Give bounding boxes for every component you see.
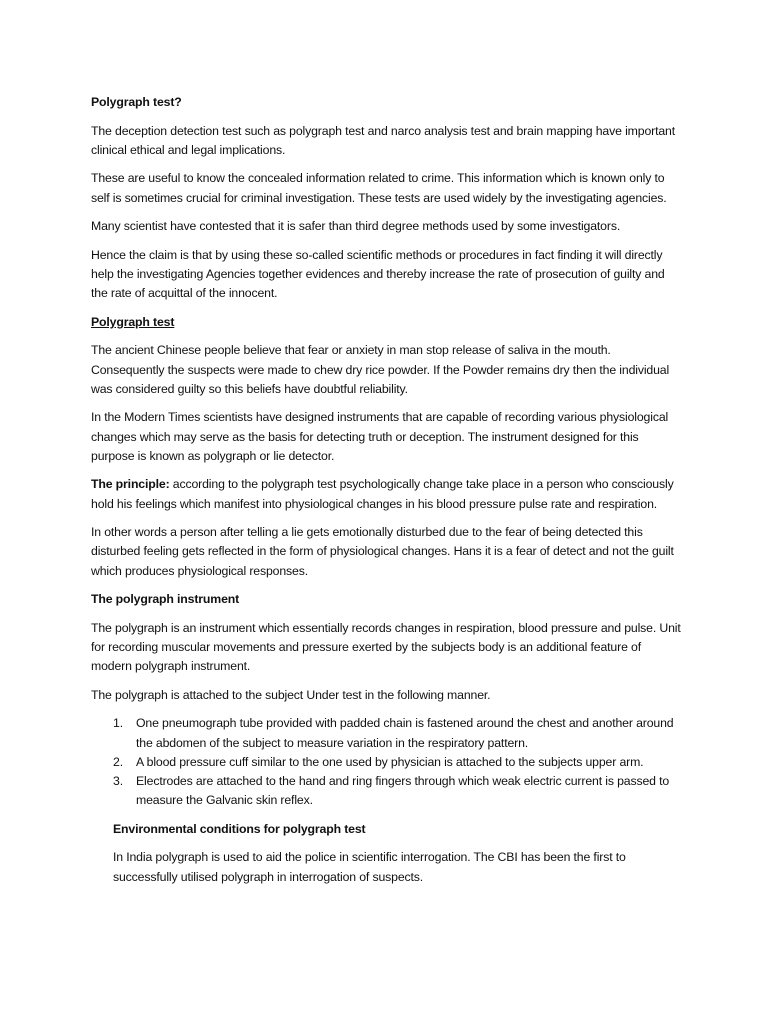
heading-polygraph-instrument: The polygraph instrument (91, 592, 240, 607)
list-item-text: A blood pressure cuff similar to the one used by physician is attached to the subjects upper arm. (136, 754, 644, 769)
principle-paragraph (91, 475, 681, 513)
paragraph: In India polygraph is used to aid the police in scientific interrogation. The CBI has been the first to successfully utilised polygraph in interrogation of suspects. (113, 850, 626, 884)
list-number: 1. (113, 716, 123, 731)
paragraph: The ancient Chinese people believe that fear or anxiety in man stop release of saliva in the mouth. Consequently the suspects were made to chew dry rice powder. If the Powder remains dry then the individual was considered guilty so this beliefs have doubtful reliability. (91, 343, 670, 396)
paragraph: These are useful to know the concealed information related to crime. This information which is known only to self is sometimes crucial for criminal investigation. These tests are used widely by the investigating agencies. (91, 171, 667, 205)
list-item (91, 772, 681, 810)
list-item-text: Electrodes are attached to the hand and ring fingers through which weak electric current is passed to measure the Galvanic skin reflex. (136, 773, 670, 808)
heading-polygraph-test: Polygraph test (91, 314, 175, 329)
paragraph: The polygraph is an instrument which essentially records changes in respiration, blood pressure and pulse. Unit for recording muscular movements and pressure exerted by the subjects body is an additional feature of modern polygraph instrument. (91, 620, 681, 674)
paragraph: In the Modern Times scientists have designed instruments that are capable of recording various physiological changes which may serve as the basis for detecting truth or deception. The instrument designed for this purpose is known as polygraph or lie detector. (91, 410, 669, 463)
heading-polygraph-test-question: Polygraph test? (91, 95, 182, 109)
paragraph: In other words a person after telling a lie gets emotionally disturbed due to the fear of being detected this disturbed feeling gets reflected in the form of physiological changes. Hans it is a fear of detect and not the guilt which produces physiological responses. (91, 525, 674, 578)
numbered-list (91, 714, 681, 810)
paragraph: Hence the claim is that by using these so-called scientific methods or procedures in fact finding it will directly help the investigating Agencies together evidences and thereby increase the rate of prosecution of guilty and the rate of acquittal of the innocent. (91, 247, 665, 301)
list-item (91, 714, 681, 752)
paragraph: The deception detection test such as polygraph test and narco analysis test and brain mapping have important clinical ethical and legal implications. (91, 123, 675, 157)
list-item-text: One pneumograph tube provided with padded chain is fastened around the chest and another around the abdomen of the subject to measure variation in the respiratory pattern. (136, 716, 674, 750)
principle-text: according to the polygraph test psychologically change take place in a person who consciously hold his feelings which manifest into physiological changes in his blood pressure pulse rate and respiration. (91, 477, 674, 511)
document-page (91, 93, 681, 896)
list-item (91, 753, 681, 772)
paragraph: The polygraph is attached to the subject Under test in the following manner. (91, 687, 491, 702)
list-number: 2. (113, 754, 123, 769)
list-number: 3. (113, 773, 123, 788)
heading-environmental-conditions: Environmental conditions for polygraph test (113, 821, 366, 836)
principle-label: The principle: (91, 477, 170, 492)
paragraph: Many scientist have contested that it is safer than third degree methods used by some investigators. (91, 219, 621, 234)
